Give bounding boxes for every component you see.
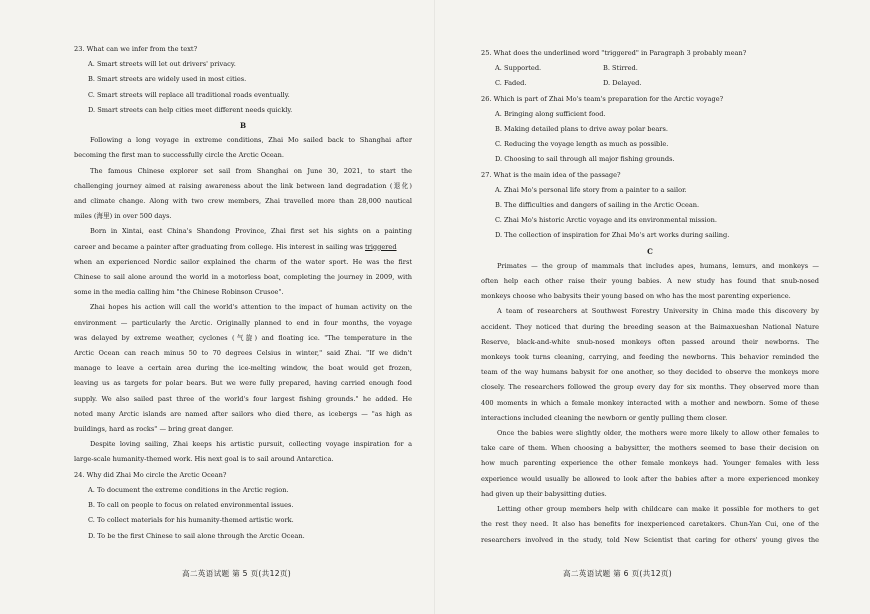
passage-b-line: Following a long voyage in extreme conditions, Zhai Mo sailed back to Shanghai after (90, 136, 412, 145)
q25-option-b: B. Stirred. (603, 64, 638, 73)
passage-b-line: large-scale humanity-themed work. His next goal is to sail around Antarctica. (74, 455, 334, 464)
q26-stem: 26. Which is part of Zhai Mo's team's preparation for the Arctic voyage? (481, 94, 724, 103)
q27-option-b: B. The difficulties and dangers of sailing in the Arctic Ocean. (495, 201, 700, 210)
q24-stem: 24. Why did Zhai Mo circle the Arctic Ocean? (74, 470, 227, 479)
right-page (435, 0, 870, 614)
passage-b-line: Zhai hopes his action will call the world's attention to the impact of human activity on the (90, 303, 412, 312)
passage-b-line: leaving us as targets for polar bears. But we were fully prepared, having carried enough food (74, 379, 412, 388)
passage-b-line: Despite loving sailing, Zhai keeps his artistic pursuit, collecting voyage inspiration for a (90, 440, 412, 449)
passage-b-line: noted many Arctic islands are named after sailors who died there, as icebergs — "as high as (74, 409, 412, 418)
passage-b-line: environment — particularly the Arctic. Originally planned to end in four months, the voyage (74, 318, 412, 327)
passage-c-line: monkeys choose who babysits their young based on who has the most parenting experience. (481, 292, 791, 301)
passage-c-line: team of the way humans babysit for one another, so they decided to observe the monkeys more (481, 368, 819, 377)
q27-option-a: A. Zhai Mo's personal life story from a painter to a sailor. (495, 185, 687, 194)
q25-option-d: D. Delayed. (603, 79, 642, 88)
q24-option-b: B. To call on people to focus on related environmental issues. (88, 501, 294, 510)
passage-b-line: supply. We also sailed past three of the world's four largest fishing grounds." he added. He (74, 394, 412, 403)
q24-option-a: A. To document the extreme conditions in the Arctic region. (88, 485, 289, 494)
passage-c-line: take care of them. When choosing a babysitter, the mothers seemed to base their decision on (481, 444, 819, 453)
passage-c-line: 400 moments in which a female monkey interacted with a mother and newborn. Some of these (481, 398, 819, 407)
passage-b-line: Chinese to sail alone around the world in a motorless boat, completing the journey in 2009, with (74, 273, 412, 282)
q25-stem: 25. What does the underlined word "triggered" in Paragraph 3 probably mean? (481, 49, 747, 57)
passage-c-line: interactions included cleaning the newborn or gently pulling them closer. (481, 413, 728, 422)
right-column (481, 46, 819, 548)
q25-options-row-2 (481, 76, 819, 91)
passage-c-line: researchers involved in the study, told New Scientist that caring for others' young gives the (481, 535, 819, 544)
passage-c-line: Once the babies were slightly older, the mothers were more likely to allow other females to (497, 429, 819, 438)
passage-c-line: the rest they need. It also has benefits for inexperienced caretakers. Chun-Yan Cui, one of the (481, 520, 819, 529)
passage-c-line: had given up their babysitting duties. (481, 489, 607, 498)
q24-option-d: D. To be the first Chinese to sail alone through the Arctic Ocean. (88, 531, 305, 540)
passage-c-line: accident. They noticed that during the breeding season at the Baimaxueshan National Nature (481, 322, 819, 331)
q24-option-c: C. To collect materials for his humanity-themed artistic work. (88, 516, 294, 525)
q23-option-d: D. Smart streets can help cities meet different needs quickly. (88, 105, 293, 114)
section-b-heading: B (239, 121, 247, 131)
passage-b-line: miles (海里) in over 500 days. (74, 212, 172, 221)
q25-option-c: C. Faded. (495, 79, 527, 88)
q27-option-c: C. Zhai Mo's historic Arctic voyage and its environmental mission. (495, 216, 717, 225)
passage-b-line: becoming the first man to successfully circle the Arctic Ocean. (74, 151, 285, 160)
q23-option-a: A. Smart streets will let out drivers' privacy. (88, 60, 236, 69)
passage-c-line: how much parenting experience the other female monkeys had. Younger females with less (481, 459, 819, 468)
passage-c-line: A team of researchers at Southwest Forestry University in China made this discovery by (497, 307, 819, 316)
passage-c-line: monkeys took turns cleaning, carrying, and feeding the newborns. This behavior reminded the (481, 353, 819, 362)
passage-b-line: Arctic Ocean can reach minus 50 to 70 degrees Celsius in winter," said Zhai. "If we didn't (74, 349, 412, 358)
passage-b-line: The famous Chinese explorer set sail from Shanghai on June 30, 2021, to start the (90, 166, 412, 175)
q25-options-row-1 (481, 61, 819, 76)
passage-b-line: and climate change. Along with two crew members, Zhai travelled more than 28,000 nautical (74, 197, 412, 206)
passage-b-line: Born in Xintai, east China's Shandong Province, Zhai first set his sights on a painting (90, 227, 412, 236)
passage-c-line: closely. The researchers followed the group every day for six months. They observed more than (481, 383, 819, 392)
passage-b-line: was delayed by extreme weather, cyclones (气旋) and floating ice. "The temperature in the (74, 333, 412, 342)
q27-option-d: D. The collection of inspiration for Zhai Mo's art works during sailing. (495, 231, 730, 240)
passage-c-line: Reserve, black-and-white snub-nosed monkeys often passed around their newborns. The (481, 337, 819, 346)
section-c-heading: C (647, 246, 653, 256)
passage-b-line-text: career and became a painter after graduating from college. His interest in sailing was (74, 242, 366, 251)
passage-c-line: often help each other raise their young babies. A new study has found that snub-nosed (481, 277, 819, 286)
q27-stem: 27. What is the main idea of the passage? (481, 170, 621, 179)
q23-option-b: B. Smart streets are widely used in most cities. (88, 75, 247, 84)
passage-b-line-with-underline (74, 240, 412, 255)
q26-option-d: D. Choosing to sail through all major fishing grounds. (495, 155, 675, 164)
passage-b-line: manage to leave a certain area during the ice-melting window, the boat would get frozen, (74, 364, 412, 373)
q26-option-c: C. Reducing the voyage length as much as possible. (495, 140, 669, 149)
passage-b-line: buildings, hard as rocks" — bring great danger. (74, 425, 234, 434)
left-column (74, 42, 412, 544)
q23-stem: 23. What can we infer from the text? (74, 45, 198, 53)
passage-c-line: experience would usually be allowed to look after the babies after a more experienced monkey (481, 474, 819, 483)
underlined-word-triggered: triggered (365, 242, 397, 251)
page-footer-6: 高二英语试题 第 6 页(共12页) (563, 569, 672, 578)
q26-option-a: A. Bringing along sufficient food. (495, 109, 606, 118)
page-footer-5: 高二英语试题 第 5 页(共12页) (182, 569, 291, 578)
passage-c-line: Primates — the group of mammals that includes apes, humans, lemurs, and monkeys — (497, 261, 819, 270)
passage-b-line: some in the media calling him "the Chinese Robinson Crusoe". (74, 288, 284, 297)
q25-option-a: A. Supported. (495, 64, 542, 73)
passage-b-line: when an experienced Nordic sailor explained the charm of the water sport. He was the first (74, 257, 412, 266)
passage-b-line: challenging journey aimed at raising awareness about the link between land degradation (退化) (74, 181, 412, 190)
q26-option-b: B. Making detailed plans to drive away polar bears. (495, 125, 668, 134)
passage-c-line: Letting other group members help with childcare can make it possible for mothers to get (497, 505, 819, 514)
q23-option-c: C. Smart streets will replace all traditional roads eventually. (88, 90, 290, 99)
